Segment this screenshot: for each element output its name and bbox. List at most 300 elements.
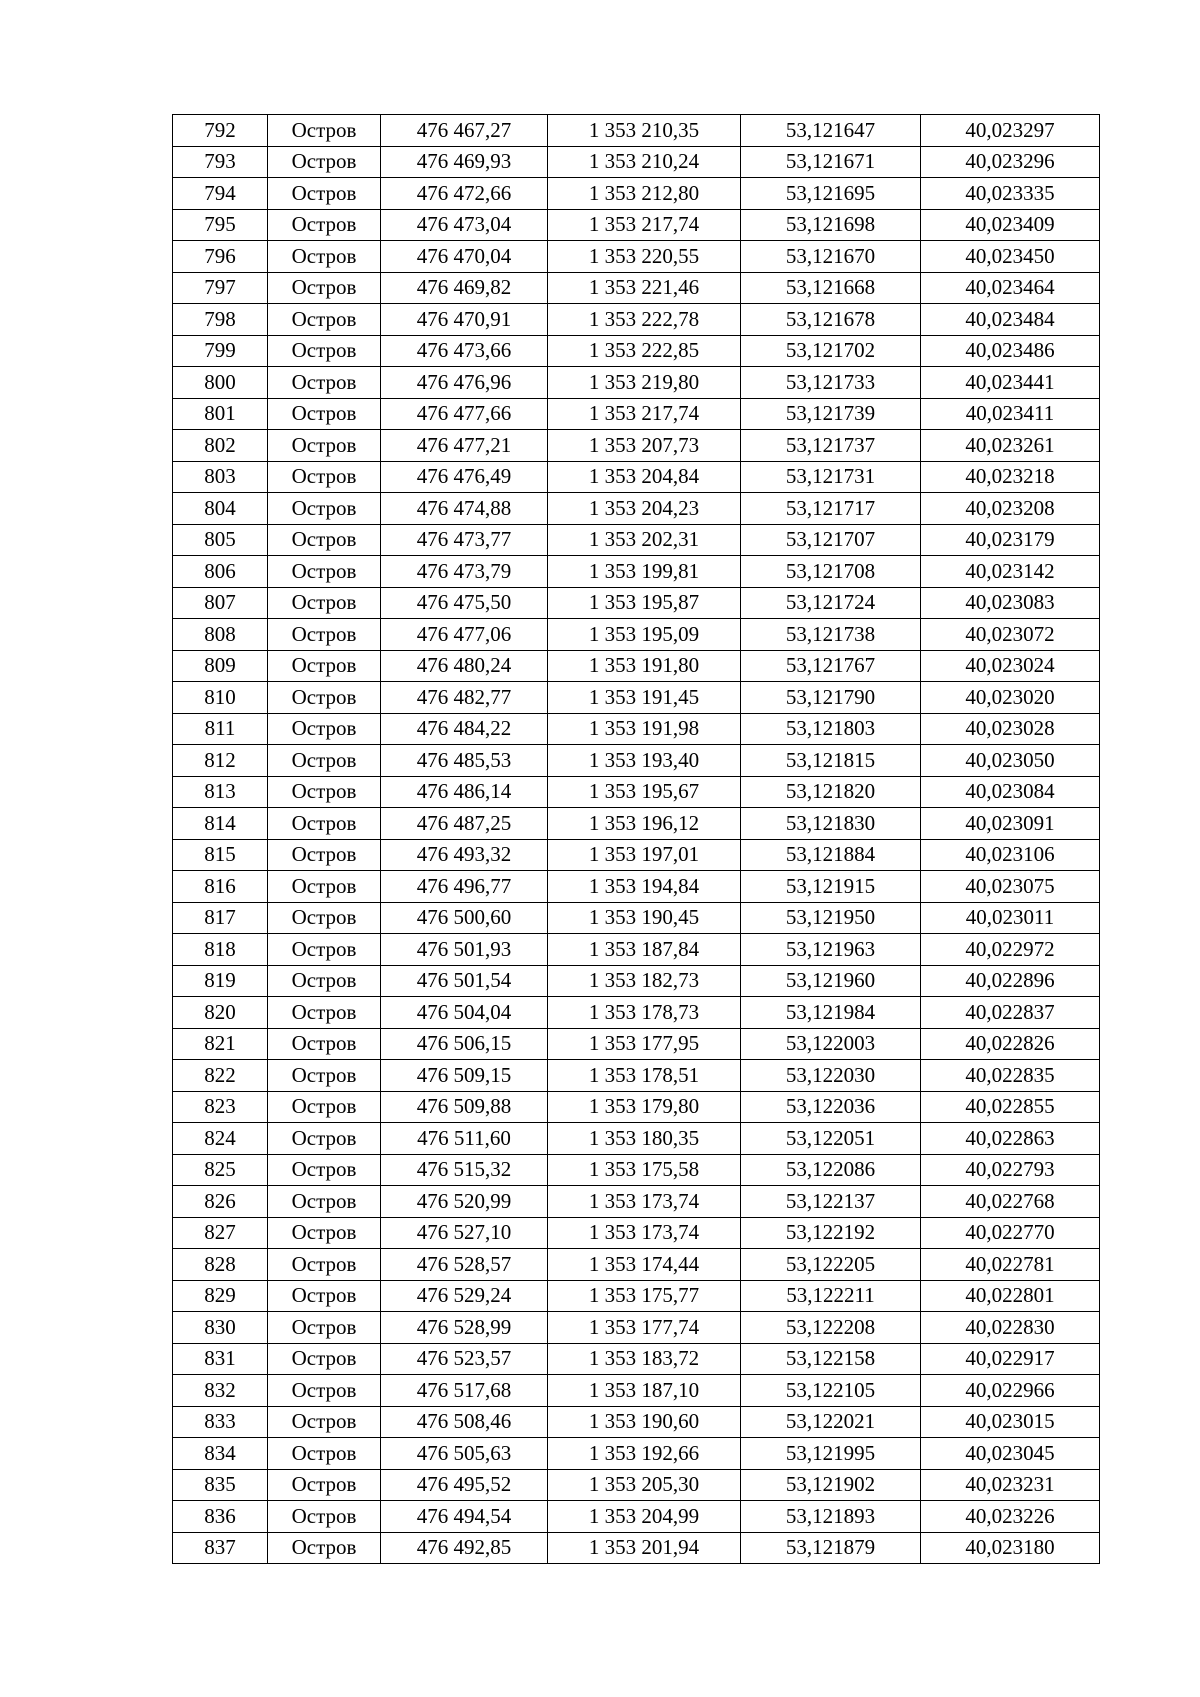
longitude-cell: 40,023083 (921, 587, 1100, 619)
longitude-cell: 40,022826 (921, 1028, 1100, 1060)
coord-y-cell: 1 353 175,77 (548, 1280, 741, 1312)
coord-x-cell: 476 486,14 (381, 776, 548, 808)
object-name-cell: Остров (268, 902, 381, 934)
table-row (173, 587, 1100, 619)
latitude-cell: 53,121884 (741, 839, 921, 871)
coord-x-cell: 476 470,04 (381, 241, 548, 273)
table-row (173, 1343, 1100, 1375)
point-number-cell: 794 (173, 178, 268, 210)
coord-y-cell: 1 353 219,80 (548, 367, 741, 399)
coord-y-cell: 1 353 174,44 (548, 1249, 741, 1281)
point-number-cell: 807 (173, 587, 268, 619)
latitude-cell: 53,122205 (741, 1249, 921, 1281)
longitude-cell: 40,022830 (921, 1312, 1100, 1344)
longitude-cell: 40,022770 (921, 1217, 1100, 1249)
latitude-cell: 53,122051 (741, 1123, 921, 1155)
table-row (173, 1091, 1100, 1123)
latitude-cell: 53,121668 (741, 272, 921, 304)
table-row (173, 1312, 1100, 1344)
coord-x-cell: 476 473,66 (381, 335, 548, 367)
longitude-cell: 40,023050 (921, 745, 1100, 777)
coord-y-cell: 1 353 210,35 (548, 115, 741, 147)
longitude-cell: 40,022972 (921, 934, 1100, 966)
longitude-cell: 40,022917 (921, 1343, 1100, 1375)
object-name-cell: Остров (268, 272, 381, 304)
longitude-cell: 40,023020 (921, 682, 1100, 714)
object-name-cell: Остров (268, 965, 381, 997)
latitude-cell: 53,122036 (741, 1091, 921, 1123)
latitude-cell: 53,122105 (741, 1375, 921, 1407)
coord-x-cell: 476 473,79 (381, 556, 548, 588)
object-name-cell: Остров (268, 1123, 381, 1155)
coord-y-cell: 1 353 182,73 (548, 965, 741, 997)
coord-y-cell: 1 353 205,30 (548, 1469, 741, 1501)
point-number-cell: 803 (173, 461, 268, 493)
longitude-cell: 40,022837 (921, 997, 1100, 1029)
longitude-cell: 40,023335 (921, 178, 1100, 210)
longitude-cell: 40,023028 (921, 713, 1100, 745)
object-name-cell: Остров (268, 241, 381, 273)
coord-x-cell: 476 509,15 (381, 1060, 548, 1092)
table-row (173, 1469, 1100, 1501)
coord-y-cell: 1 353 197,01 (548, 839, 741, 871)
object-name-cell: Остров (268, 1186, 381, 1218)
coord-x-cell: 476 484,22 (381, 713, 548, 745)
coordinates-table (172, 114, 1100, 1564)
longitude-cell: 40,023045 (921, 1438, 1100, 1470)
latitude-cell: 53,121790 (741, 682, 921, 714)
coord-y-cell: 1 353 192,66 (548, 1438, 741, 1470)
point-number-cell: 834 (173, 1438, 268, 1470)
coord-y-cell: 1 353 202,31 (548, 524, 741, 556)
object-name-cell: Остров (268, 1154, 381, 1186)
coord-y-cell: 1 353 217,74 (548, 209, 741, 241)
longitude-cell: 40,023464 (921, 272, 1100, 304)
coord-y-cell: 1 353 220,55 (548, 241, 741, 273)
point-number-cell: 818 (173, 934, 268, 966)
table-row (173, 1217, 1100, 1249)
point-number-cell: 827 (173, 1217, 268, 1249)
coord-x-cell: 476 477,66 (381, 398, 548, 430)
point-number-cell: 810 (173, 682, 268, 714)
point-number-cell: 797 (173, 272, 268, 304)
coord-y-cell: 1 353 190,45 (548, 902, 741, 934)
latitude-cell: 53,121738 (741, 619, 921, 651)
table-row (173, 430, 1100, 462)
coord-y-cell: 1 353 187,84 (548, 934, 741, 966)
table-row (173, 745, 1100, 777)
table-row (173, 1154, 1100, 1186)
coord-x-cell: 476 470,91 (381, 304, 548, 336)
object-name-cell: Остров (268, 1406, 381, 1438)
longitude-cell: 40,022855 (921, 1091, 1100, 1123)
coord-x-cell: 476 506,15 (381, 1028, 548, 1060)
latitude-cell: 53,122211 (741, 1280, 921, 1312)
coord-y-cell: 1 353 187,10 (548, 1375, 741, 1407)
longitude-cell: 40,023015 (921, 1406, 1100, 1438)
point-number-cell: 832 (173, 1375, 268, 1407)
point-number-cell: 796 (173, 241, 268, 273)
longitude-cell: 40,022801 (921, 1280, 1100, 1312)
coord-y-cell: 1 353 195,67 (548, 776, 741, 808)
table-row (173, 965, 1100, 997)
object-name-cell: Остров (268, 1280, 381, 1312)
table-row (173, 808, 1100, 840)
table-row (173, 493, 1100, 525)
coord-y-cell: 1 353 175,58 (548, 1154, 741, 1186)
coord-x-cell: 476 528,57 (381, 1249, 548, 1281)
coord-x-cell: 476 509,88 (381, 1091, 548, 1123)
longitude-cell: 40,023024 (921, 650, 1100, 682)
object-name-cell: Остров (268, 682, 381, 714)
coord-y-cell: 1 353 210,24 (548, 146, 741, 178)
object-name-cell: Остров (268, 1060, 381, 1092)
latitude-cell: 53,121893 (741, 1501, 921, 1533)
table-row (173, 178, 1100, 210)
table-row (173, 839, 1100, 871)
point-number-cell: 802 (173, 430, 268, 462)
longitude-cell: 40,023231 (921, 1469, 1100, 1501)
coord-y-cell: 1 353 204,23 (548, 493, 741, 525)
latitude-cell: 53,121707 (741, 524, 921, 556)
longitude-cell: 40,023011 (921, 902, 1100, 934)
latitude-cell: 53,121702 (741, 335, 921, 367)
coord-y-cell: 1 353 221,46 (548, 272, 741, 304)
point-number-cell: 817 (173, 902, 268, 934)
coord-y-cell: 1 353 191,45 (548, 682, 741, 714)
point-number-cell: 825 (173, 1154, 268, 1186)
longitude-cell: 40,023441 (921, 367, 1100, 399)
latitude-cell: 53,121708 (741, 556, 921, 588)
object-name-cell: Остров (268, 209, 381, 241)
object-name-cell: Остров (268, 1312, 381, 1344)
longitude-cell: 40,023180 (921, 1532, 1100, 1564)
table-row (173, 1123, 1100, 1155)
coord-y-cell: 1 353 204,84 (548, 461, 741, 493)
latitude-cell: 53,121767 (741, 650, 921, 682)
longitude-cell: 40,023142 (921, 556, 1100, 588)
table-row (173, 304, 1100, 336)
coordinates-table-body (173, 115, 1100, 1564)
coord-x-cell: 476 528,99 (381, 1312, 548, 1344)
coord-y-cell: 1 353 173,74 (548, 1217, 741, 1249)
latitude-cell: 53,122086 (741, 1154, 921, 1186)
latitude-cell: 53,121984 (741, 997, 921, 1029)
latitude-cell: 53,121678 (741, 304, 921, 336)
longitude-cell: 40,023296 (921, 146, 1100, 178)
point-number-cell: 804 (173, 493, 268, 525)
table-row (173, 871, 1100, 903)
point-number-cell: 833 (173, 1406, 268, 1438)
coord-y-cell: 1 353 178,73 (548, 997, 741, 1029)
point-number-cell: 800 (173, 367, 268, 399)
latitude-cell: 53,121963 (741, 934, 921, 966)
object-name-cell: Остров (268, 398, 381, 430)
table-row (173, 461, 1100, 493)
table-row (173, 934, 1100, 966)
table-row (173, 997, 1100, 1029)
longitude-cell: 40,023091 (921, 808, 1100, 840)
table-row (173, 398, 1100, 430)
latitude-cell: 53,121670 (741, 241, 921, 273)
point-number-cell: 822 (173, 1060, 268, 1092)
coord-x-cell: 476 467,27 (381, 115, 548, 147)
longitude-cell: 40,023450 (921, 241, 1100, 273)
latitude-cell: 53,122208 (741, 1312, 921, 1344)
coord-x-cell: 476 508,46 (381, 1406, 548, 1438)
table-row (173, 1501, 1100, 1533)
object-name-cell: Остров (268, 745, 381, 777)
coord-x-cell: 476 480,24 (381, 650, 548, 682)
point-number-cell: 809 (173, 650, 268, 682)
point-number-cell: 837 (173, 1532, 268, 1564)
longitude-cell: 40,022768 (921, 1186, 1100, 1218)
point-number-cell: 814 (173, 808, 268, 840)
longitude-cell: 40,022863 (921, 1123, 1100, 1155)
point-number-cell: 813 (173, 776, 268, 808)
coord-y-cell: 1 353 193,40 (548, 745, 741, 777)
table-row (173, 713, 1100, 745)
object-name-cell: Остров (268, 776, 381, 808)
latitude-cell: 53,121803 (741, 713, 921, 745)
coord-x-cell: 476 501,93 (381, 934, 548, 966)
longitude-cell: 40,022896 (921, 965, 1100, 997)
table-row (173, 209, 1100, 241)
coord-y-cell: 1 353 173,74 (548, 1186, 741, 1218)
latitude-cell: 53,121960 (741, 965, 921, 997)
point-number-cell: 829 (173, 1280, 268, 1312)
object-name-cell: Остров (268, 556, 381, 588)
coord-x-cell: 476 495,52 (381, 1469, 548, 1501)
latitude-cell: 53,121950 (741, 902, 921, 934)
latitude-cell: 53,121830 (741, 808, 921, 840)
coord-y-cell: 1 353 177,74 (548, 1312, 741, 1344)
point-number-cell: 805 (173, 524, 268, 556)
object-name-cell: Остров (268, 1217, 381, 1249)
coord-x-cell: 476 477,21 (381, 430, 548, 462)
object-name-cell: Остров (268, 839, 381, 871)
coord-y-cell: 1 353 195,09 (548, 619, 741, 651)
point-number-cell: 824 (173, 1123, 268, 1155)
object-name-cell: Остров (268, 1091, 381, 1123)
point-number-cell: 831 (173, 1343, 268, 1375)
table-row (173, 556, 1100, 588)
point-number-cell: 836 (173, 1501, 268, 1533)
table-row (173, 272, 1100, 304)
object-name-cell: Остров (268, 1249, 381, 1281)
coord-x-cell: 476 482,77 (381, 682, 548, 714)
latitude-cell: 53,121717 (741, 493, 921, 525)
latitude-cell: 53,121647 (741, 115, 921, 147)
object-name-cell: Остров (268, 1469, 381, 1501)
latitude-cell: 53,121820 (741, 776, 921, 808)
point-number-cell: 815 (173, 839, 268, 871)
object-name-cell: Остров (268, 524, 381, 556)
latitude-cell: 53,121733 (741, 367, 921, 399)
longitude-cell: 40,023486 (921, 335, 1100, 367)
object-name-cell: Остров (268, 808, 381, 840)
longitude-cell: 40,023411 (921, 398, 1100, 430)
coord-y-cell: 1 353 217,74 (548, 398, 741, 430)
latitude-cell: 53,121671 (741, 146, 921, 178)
longitude-cell: 40,023208 (921, 493, 1100, 525)
longitude-cell: 40,023075 (921, 871, 1100, 903)
object-name-cell: Остров (268, 713, 381, 745)
object-name-cell: Остров (268, 934, 381, 966)
table-row (173, 1249, 1100, 1281)
coord-x-cell: 476 523,57 (381, 1343, 548, 1375)
coord-y-cell: 1 353 194,84 (548, 871, 741, 903)
point-number-cell: 799 (173, 335, 268, 367)
latitude-cell: 53,121731 (741, 461, 921, 493)
coord-y-cell: 1 353 195,87 (548, 587, 741, 619)
point-number-cell: 820 (173, 997, 268, 1029)
point-number-cell: 812 (173, 745, 268, 777)
latitude-cell: 53,121995 (741, 1438, 921, 1470)
coord-y-cell: 1 353 191,98 (548, 713, 741, 745)
object-name-cell: Остров (268, 461, 381, 493)
coord-y-cell: 1 353 201,94 (548, 1532, 741, 1564)
object-name-cell: Остров (268, 430, 381, 462)
point-number-cell: 811 (173, 713, 268, 745)
coord-x-cell: 476 496,77 (381, 871, 548, 903)
coord-x-cell: 476 475,50 (381, 587, 548, 619)
coord-y-cell: 1 353 180,35 (548, 1123, 741, 1155)
longitude-cell: 40,023179 (921, 524, 1100, 556)
longitude-cell: 40,023261 (921, 430, 1100, 462)
longitude-cell: 40,022781 (921, 1249, 1100, 1281)
longitude-cell: 40,023106 (921, 839, 1100, 871)
coord-y-cell: 1 353 183,72 (548, 1343, 741, 1375)
coord-y-cell: 1 353 212,80 (548, 178, 741, 210)
point-number-cell: 792 (173, 115, 268, 147)
point-number-cell: 795 (173, 209, 268, 241)
table-row (173, 146, 1100, 178)
point-number-cell: 806 (173, 556, 268, 588)
longitude-cell: 40,023218 (921, 461, 1100, 493)
longitude-cell: 40,022793 (921, 1154, 1100, 1186)
latitude-cell: 53,121879 (741, 1532, 921, 1564)
object-name-cell: Остров (268, 650, 381, 682)
coord-y-cell: 1 353 199,81 (548, 556, 741, 588)
latitude-cell: 53,121695 (741, 178, 921, 210)
point-number-cell: 808 (173, 619, 268, 651)
longitude-cell: 40,022966 (921, 1375, 1100, 1407)
coord-y-cell: 1 353 179,80 (548, 1091, 741, 1123)
longitude-cell: 40,023084 (921, 776, 1100, 808)
coord-x-cell: 476 487,25 (381, 808, 548, 840)
coord-x-cell: 476 473,04 (381, 209, 548, 241)
point-number-cell: 823 (173, 1091, 268, 1123)
longitude-cell: 40,023297 (921, 115, 1100, 147)
coord-x-cell: 476 527,10 (381, 1217, 548, 1249)
point-number-cell: 798 (173, 304, 268, 336)
point-number-cell: 826 (173, 1186, 268, 1218)
object-name-cell: Остров (268, 493, 381, 525)
coord-y-cell: 1 353 191,80 (548, 650, 741, 682)
object-name-cell: Остров (268, 1028, 381, 1060)
object-name-cell: Остров (268, 587, 381, 619)
table-row (173, 1028, 1100, 1060)
coord-x-cell: 476 494,54 (381, 1501, 548, 1533)
coord-y-cell: 1 353 196,12 (548, 808, 741, 840)
latitude-cell: 53,121739 (741, 398, 921, 430)
coord-y-cell: 1 353 178,51 (548, 1060, 741, 1092)
point-number-cell: 821 (173, 1028, 268, 1060)
coord-x-cell: 476 469,93 (381, 146, 548, 178)
point-number-cell: 816 (173, 871, 268, 903)
coord-x-cell: 476 520,99 (381, 1186, 548, 1218)
object-name-cell: Остров (268, 1375, 381, 1407)
latitude-cell: 53,121902 (741, 1469, 921, 1501)
longitude-cell: 40,023409 (921, 209, 1100, 241)
table-row (173, 241, 1100, 273)
coord-x-cell: 476 473,77 (381, 524, 548, 556)
coord-x-cell: 476 472,66 (381, 178, 548, 210)
coord-x-cell: 476 485,53 (381, 745, 548, 777)
table-row (173, 1060, 1100, 1092)
latitude-cell: 53,121737 (741, 430, 921, 462)
coord-x-cell: 476 500,60 (381, 902, 548, 934)
table-row (173, 1280, 1100, 1312)
table-row (173, 115, 1100, 147)
table-row (173, 1532, 1100, 1564)
object-name-cell: Остров (268, 335, 381, 367)
latitude-cell: 53,122192 (741, 1217, 921, 1249)
object-name-cell: Остров (268, 997, 381, 1029)
object-name-cell: Остров (268, 178, 381, 210)
coord-x-cell: 476 476,49 (381, 461, 548, 493)
latitude-cell: 53,121815 (741, 745, 921, 777)
table-row (173, 1186, 1100, 1218)
coord-x-cell: 476 501,54 (381, 965, 548, 997)
longitude-cell: 40,022835 (921, 1060, 1100, 1092)
table-row (173, 902, 1100, 934)
point-number-cell: 801 (173, 398, 268, 430)
table-row (173, 650, 1100, 682)
coord-y-cell: 1 353 222,85 (548, 335, 741, 367)
latitude-cell: 53,121724 (741, 587, 921, 619)
table-row (173, 619, 1100, 651)
object-name-cell: Остров (268, 1501, 381, 1533)
coord-y-cell: 1 353 204,99 (548, 1501, 741, 1533)
point-number-cell: 830 (173, 1312, 268, 1344)
latitude-cell: 53,121698 (741, 209, 921, 241)
latitude-cell: 53,122030 (741, 1060, 921, 1092)
coord-x-cell: 476 511,60 (381, 1123, 548, 1155)
latitude-cell: 53,122158 (741, 1343, 921, 1375)
coord-x-cell: 476 492,85 (381, 1532, 548, 1564)
object-name-cell: Остров (268, 367, 381, 399)
object-name-cell: Остров (268, 304, 381, 336)
latitude-cell: 53,121915 (741, 871, 921, 903)
point-number-cell: 819 (173, 965, 268, 997)
longitude-cell: 40,023072 (921, 619, 1100, 651)
point-number-cell: 835 (173, 1469, 268, 1501)
table-row (173, 682, 1100, 714)
longitude-cell: 40,023484 (921, 304, 1100, 336)
coord-x-cell: 476 529,24 (381, 1280, 548, 1312)
table-row (173, 524, 1100, 556)
coord-x-cell: 476 493,32 (381, 839, 548, 871)
object-name-cell: Остров (268, 146, 381, 178)
coord-x-cell: 476 504,04 (381, 997, 548, 1029)
coord-y-cell: 1 353 207,73 (548, 430, 741, 462)
table-row (173, 776, 1100, 808)
coord-y-cell: 1 353 190,60 (548, 1406, 741, 1438)
table-row (173, 1375, 1100, 1407)
object-name-cell: Остров (268, 115, 381, 147)
